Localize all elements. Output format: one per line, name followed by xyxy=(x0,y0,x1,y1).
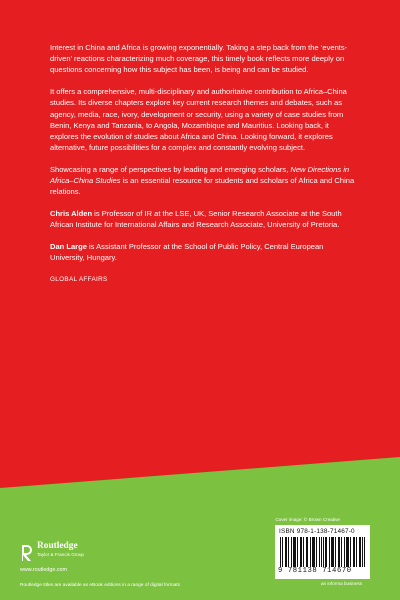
author-bio-text: is Assistant Professor at the School of Public Policy, Central European University, Hungary. xyxy=(50,242,324,263)
blurb-paragraph-3-tail: is an essential resource for students and scholars of Africa and China relations. xyxy=(50,176,355,197)
isbn: ISBN 978-1-138-71467-0 xyxy=(279,528,355,535)
author-name: Dan Large xyxy=(50,242,87,252)
blurb-paragraph-3-lead: Showcasing a range of perspectives by leading and emerging scholars, xyxy=(50,165,291,175)
barcode-icon xyxy=(279,537,366,571)
ebook-note: Routledge titles are available as eBook editions in a range of digital formats xyxy=(20,583,180,588)
book-title: New Directions in Africa–China Studies xyxy=(50,165,350,186)
author-bio-alden xyxy=(50,208,355,230)
author-bio-large xyxy=(50,241,355,263)
cover-credit: Cover image: © Brown Creative xyxy=(275,517,340,522)
series-label: GLOBAL AFFAIRS xyxy=(50,276,108,284)
publisher-group: Taylor & Francis Group xyxy=(37,552,84,557)
blurb-paragraph-2: It offers a comprehensive, multi-disciplinary and authoritative contribution to Africa–China studies. Its diverse chapters explore key current research themes and debates, such as agency, media, race, ivory, development or security, using a variety of case studies from Benin, Kenya and Tanzania, to Angola, Mozambique and Mauritius. Looking back, it explores the evolution of studies about Africa and China. Looking forward, it explores alternative, future possibilities for a complex and constantly evolving subject. xyxy=(50,87,347,153)
author-bio-text: is Professor of IR at the LSE, UK, Senior Research Associate at the South African Institute for International Affairs and Research Associate, University of Pretoria. xyxy=(50,209,342,230)
publisher-website: www.routledge.com xyxy=(20,567,68,573)
blurb-paragraph-1: Interest in China and Africa is growing exponentially. Taking a step back from the ‘events-driven’ reactions characterizing much coverage, this timely book reflects more deeply on questions concerning how this subject has been, is being and can be studied. xyxy=(50,43,348,75)
publisher-name: Routledge xyxy=(37,541,78,551)
blurb-paragraph-3 xyxy=(50,164,355,198)
publisher-block xyxy=(37,541,84,558)
informa-label: an informa business xyxy=(321,581,363,586)
routledge-logo-icon xyxy=(20,544,34,562)
author-name: Chris Alden xyxy=(50,209,93,219)
barcode-number: 9 781138 714670 xyxy=(277,567,368,575)
back-cover-text xyxy=(50,42,355,285)
